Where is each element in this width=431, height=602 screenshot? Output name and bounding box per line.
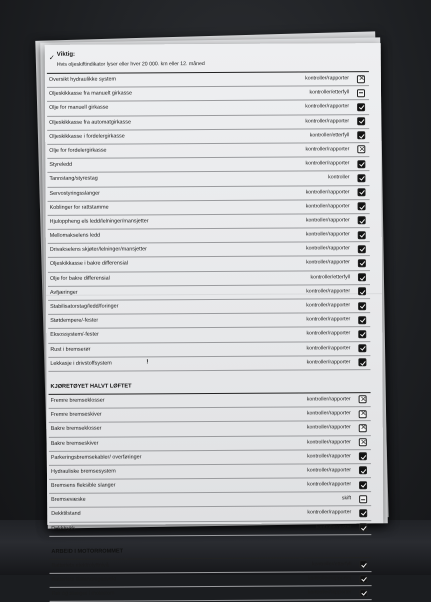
- item-action: kontroller/rapporter: [306, 438, 351, 446]
- checked-checkbox-icon[interactable]: [357, 131, 365, 139]
- checked-checkbox-icon[interactable]: [359, 523, 367, 531]
- item-action: kontroller/rapporter: [307, 481, 352, 488]
- item-label: Avfjæringer: [50, 289, 78, 296]
- item-action: kontroller/rapporter: [307, 575, 352, 582]
- check-mark-icon: ✓: [48, 54, 55, 62]
- item-action: kontroller/etterfyll: [310, 273, 350, 281]
- item-label: Batteriets tilstand/egenvekt: [51, 576, 117, 583]
- item-action: kontroller/rapporter: [306, 344, 351, 352]
- checked-checkbox-icon[interactable]: [359, 561, 367, 569]
- item-label: Oljeskikkasse i fordelergirkasse: [49, 133, 125, 140]
- item-action: kontroller/rapporter: [305, 188, 350, 196]
- checkbox-icon[interactable]: [359, 396, 367, 404]
- item-label: Rør og slanger i motorrom: [51, 590, 115, 598]
- item-action: kontroller: [328, 174, 350, 181]
- item-action: kontroller/etterfyll: [309, 89, 350, 96]
- checked-checkbox-icon[interactable]: [358, 245, 366, 253]
- section-lifted: [49, 393, 372, 537]
- item-label: Drivakselens skjøter/lelninger/mansjetter: [49, 246, 147, 254]
- item-label: Bakre bremseskiver: [50, 440, 99, 447]
- checked-checkbox-icon[interactable]: [358, 344, 366, 352]
- checklist-content: [47, 49, 372, 602]
- item-label: Oljeskikkasse i bakre differensial: [49, 260, 129, 268]
- section-title: KJØRETØYET HALVT LØFTET: [50, 383, 132, 390]
- checked-checkbox-icon[interactable]: [357, 103, 365, 111]
- checked-checkbox-icon[interactable]: [358, 330, 366, 338]
- item-action: kontroller/etterfyll: [311, 561, 352, 568]
- item-action: kontroller/juster: [315, 523, 352, 531]
- item-label: Bremsens fleksible slanger: [51, 482, 116, 489]
- checkbox-icon[interactable]: [359, 495, 367, 503]
- section-title: ARBEID I MOTORROMMET: [51, 548, 124, 555]
- item-action: kontroller/rapporter: [305, 245, 350, 252]
- item-action: kontroller/rapporter: [305, 202, 350, 210]
- item-label: Dekktilstand: [51, 511, 81, 518]
- item-action: kontroller/rapporter: [305, 146, 350, 153]
- item-action: kontroller/rapporter: [306, 424, 351, 431]
- item-label: Olje for bakre differensial: [49, 275, 110, 282]
- checked-checkbox-icon[interactable]: [357, 160, 365, 168]
- item-label: Olje for fordelergirkasse: [49, 147, 107, 154]
- item-label: Oljeskikkasse fra automatgirkasse: [49, 118, 131, 126]
- checked-checkbox-icon[interactable]: [358, 231, 366, 239]
- checked-checkbox-icon[interactable]: [360, 589, 368, 597]
- item-action: skift: [341, 495, 352, 502]
- item-action: kontroller/rapporter: [305, 75, 349, 82]
- item-label: Mellomakselens ledd: [49, 232, 101, 239]
- item-action: kontroller/rapporter: [305, 103, 350, 110]
- item-label: Lekkasje i drivstoffsystem: [50, 360, 112, 367]
- item-label: Olje for manuell girkasse: [49, 104, 109, 112]
- item-action: kontroller/rapporter: [307, 452, 351, 460]
- item-action: kontroller/etterfyll: [309, 132, 350, 139]
- checklist-header: [47, 49, 369, 74]
- item-action: kontroller/rapporter: [305, 231, 350, 238]
- item-label: Bremsevæske: [51, 496, 86, 504]
- item-label: Støtdempere/-fester: [50, 317, 99, 325]
- item-action: kontroller/rapporter: [307, 509, 352, 516]
- item-label: Hjuloppheng els ledd/lelninger/mansjetter: [49, 218, 149, 225]
- item-label: Oversikt hydraulikke system: [48, 76, 117, 83]
- checked-checkbox-icon[interactable]: [358, 316, 366, 324]
- item-action: kontroller/rapporter: [307, 467, 351, 474]
- warning-icon: !: [146, 359, 149, 366]
- item-label: Rust i bremserør: [50, 346, 91, 353]
- checked-checkbox-icon[interactable]: [359, 509, 367, 517]
- checked-checkbox-icon[interactable]: [358, 217, 366, 225]
- checklist-row: [48, 356, 370, 372]
- item-label: Parkeringsbremsekabler/ overføringer: [50, 454, 142, 461]
- item-label: Fremre bremseskiver: [50, 411, 102, 418]
- service-checklist-sheet: [45, 43, 384, 598]
- checklist-row: [49, 521, 371, 537]
- item-action: kontroller/rapporter: [305, 117, 350, 125]
- item-action: kontroller/rapporter: [306, 302, 351, 309]
- checked-checkbox-icon[interactable]: [360, 575, 368, 583]
- item-label: Servostyringsslanger: [49, 190, 100, 197]
- item-label: Eksossystem/-fester: [50, 331, 99, 339]
- checked-checkbox-icon[interactable]: [358, 202, 366, 210]
- section-general: [47, 72, 371, 372]
- item-action: kontroller/rapporter: [306, 359, 351, 366]
- item-action: kontroller/rapporter: [306, 330, 351, 337]
- checked-checkbox-icon[interactable]: [358, 302, 366, 310]
- item-action: kontroller/rapporter: [306, 259, 350, 266]
- item-action: kontroller/rapporter: [305, 217, 350, 224]
- checked-checkbox-icon[interactable]: [358, 273, 366, 281]
- item-action: kontroller/rapporter: [306, 410, 351, 417]
- item-label: Stabilisatorstag/ledd/foringer: [50, 303, 119, 310]
- checked-checkbox-icon[interactable]: [358, 288, 366, 296]
- checked-checkbox-icon[interactable]: [357, 117, 365, 125]
- checked-checkbox-icon[interactable]: [359, 467, 367, 475]
- header-title: Viktig:: [56, 51, 76, 58]
- item-label: Dekktrykk: [51, 525, 75, 532]
- checked-checkbox-icon[interactable]: [358, 188, 366, 196]
- checked-checkbox-icon[interactable]: [358, 358, 366, 366]
- item-label: Styreledd: [49, 161, 73, 168]
- checked-checkbox-icon[interactable]: [358, 259, 366, 267]
- item-action: kontroller/rapporter: [306, 396, 351, 403]
- item-action: kontroller/rapporter: [305, 160, 350, 167]
- section-engine: [49, 558, 371, 602]
- checked-checkbox-icon[interactable]: [359, 481, 367, 489]
- item-label: Oljeskikkasse fra manuelt girkasse: [48, 90, 133, 98]
- item-action: kontroller/rapporter: [306, 288, 351, 295]
- header-subtitle: Hvis oljeskiftindikator lyser eller hver 20 000. km eller 12. måned: [56, 61, 205, 68]
- item-label: Batteriets elektrolyttnivå: [51, 562, 109, 569]
- checked-checkbox-icon[interactable]: [357, 174, 365, 182]
- checked-checkbox-icon[interactable]: [359, 452, 367, 460]
- checkbox-icon[interactable]: [357, 89, 365, 97]
- item-label: Fremre bremseklosser: [50, 397, 105, 404]
- checkbox-icon[interactable]: [359, 410, 367, 418]
- item-action: kontroller/rapporter: [306, 316, 351, 323]
- checklist-row: [50, 586, 372, 602]
- checkbox-icon[interactable]: [357, 75, 365, 83]
- item-action: kontroller/rapporter: [307, 589, 352, 596]
- item-label: Hydrauliske bremsesystem: [50, 468, 116, 475]
- item-label: Koblinger for rattstamme: [49, 204, 109, 211]
- checkbox-icon[interactable]: [359, 438, 367, 446]
- checkbox-icon[interactable]: [357, 146, 365, 154]
- checkbox-icon[interactable]: [359, 424, 367, 432]
- item-label: Tannstang/styrestag: [49, 175, 98, 183]
- item-label: Bakre bremseklosser: [50, 425, 102, 433]
